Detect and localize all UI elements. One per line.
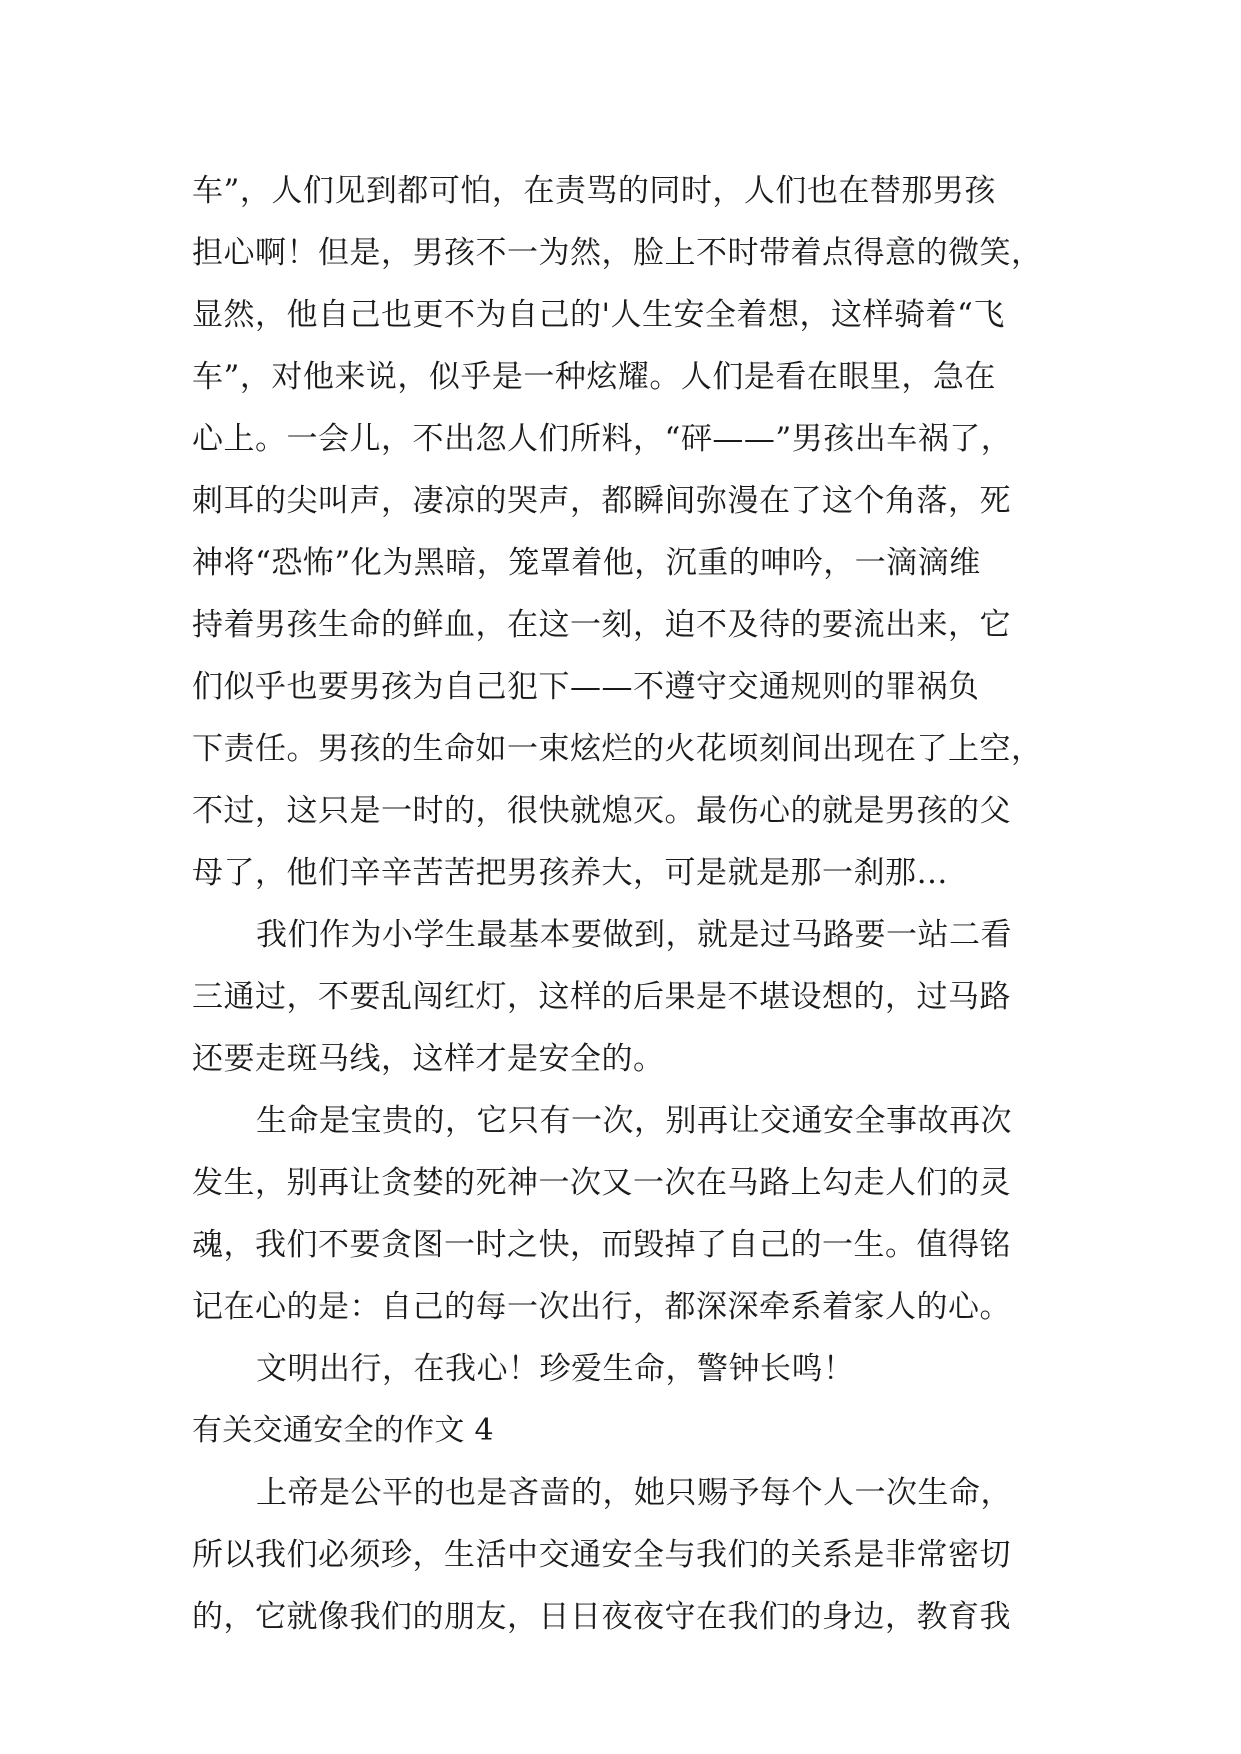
document-body	[192, 160, 1072, 1648]
paragraph-line: 下责任。男孩的生命如一束炫烂的火花顷刻间出现在了上空，	[192, 731, 1043, 767]
paragraph-line: 刺耳的尖叫声，凄凉的哭声，都瞬间弥漫在了这个角落，死	[192, 483, 1011, 519]
paragraph-line: 三通过，不要乱闯红灯，这样的后果是不堪设想的，过马路	[192, 979, 1011, 1015]
paragraph-line: 母了，他们辛辛苦苦把男孩养大，可是就是那一刹那…	[192, 855, 948, 891]
paragraph-line: 神将“恐怖”化为黑暗，笼罩着他，沉重的呻吟，一滴滴维	[192, 545, 981, 581]
section-heading: 有关交通安全的作文 4	[192, 1413, 494, 1448]
paragraph-line: 魂，我们不要贪图一时之快，而毁掉了自己的一生。值得铭	[192, 1227, 1011, 1263]
paragraph-line: 们似乎也要男孩为自己犯下——不遵守交通规则的罪祸负	[192, 669, 980, 705]
paragraph-line: 担心啊！但是，男孩不一为然，脸上不时带着点得意的微笑，	[192, 235, 1043, 271]
paragraph-line: 心上。一会儿，不出忽人们所料，“砰——”男孩出车祸了，	[192, 421, 1013, 457]
paragraph-line: 车”，对他来说，似乎是一种炫耀。人们是看在眼里，急在	[192, 359, 996, 395]
paragraph-line: 车”，人们见到都可怕，在责骂的同时，人们也在替那男孩	[192, 173, 996, 209]
paragraph-line: 还要走斑马线，这样才是安全的。	[192, 1041, 665, 1077]
paragraph-line: 记在心的是：自己的每一次出行，都深深牵系着家人的心。	[192, 1289, 1011, 1325]
paragraph-line: 不过，这只是一时的，很快就熄灭。最伤心的就是男孩的父	[192, 793, 1011, 829]
paragraph-line: 的，它就像我们的朋友，日日夜夜守在我们的身边，教育我	[192, 1599, 1011, 1635]
paragraph-first-line: 生命是宝贵的，它只有一次，别再让交通安全事故再次	[256, 1103, 1012, 1139]
paragraph-first-line: 文明出行，在我心！珍爱生命，警钟长鸣！	[256, 1351, 855, 1387]
paragraph-line: 显然，他自己也更不为自己的'人生安全着想，这样骑着“飞	[192, 297, 1005, 333]
paragraph-line: 所以我们必须珍，生活中交通安全与我们的关系是非常密切	[192, 1537, 1011, 1573]
paragraph-first-line: 上帝是公平的也是吝啬的，她只赐予每个人一次生命，	[256, 1475, 1012, 1511]
paragraph-line: 发生，别再让贪婪的死神一次又一次在马路上勾走人们的灵	[192, 1165, 1011, 1201]
paragraph-line: 持着男孩生命的鲜血，在这一刻，迫不及待的要流出来，它	[192, 607, 1011, 643]
paragraph-first-line: 我们作为小学生最基本要做到，就是过马路要一站二看	[256, 917, 1012, 953]
